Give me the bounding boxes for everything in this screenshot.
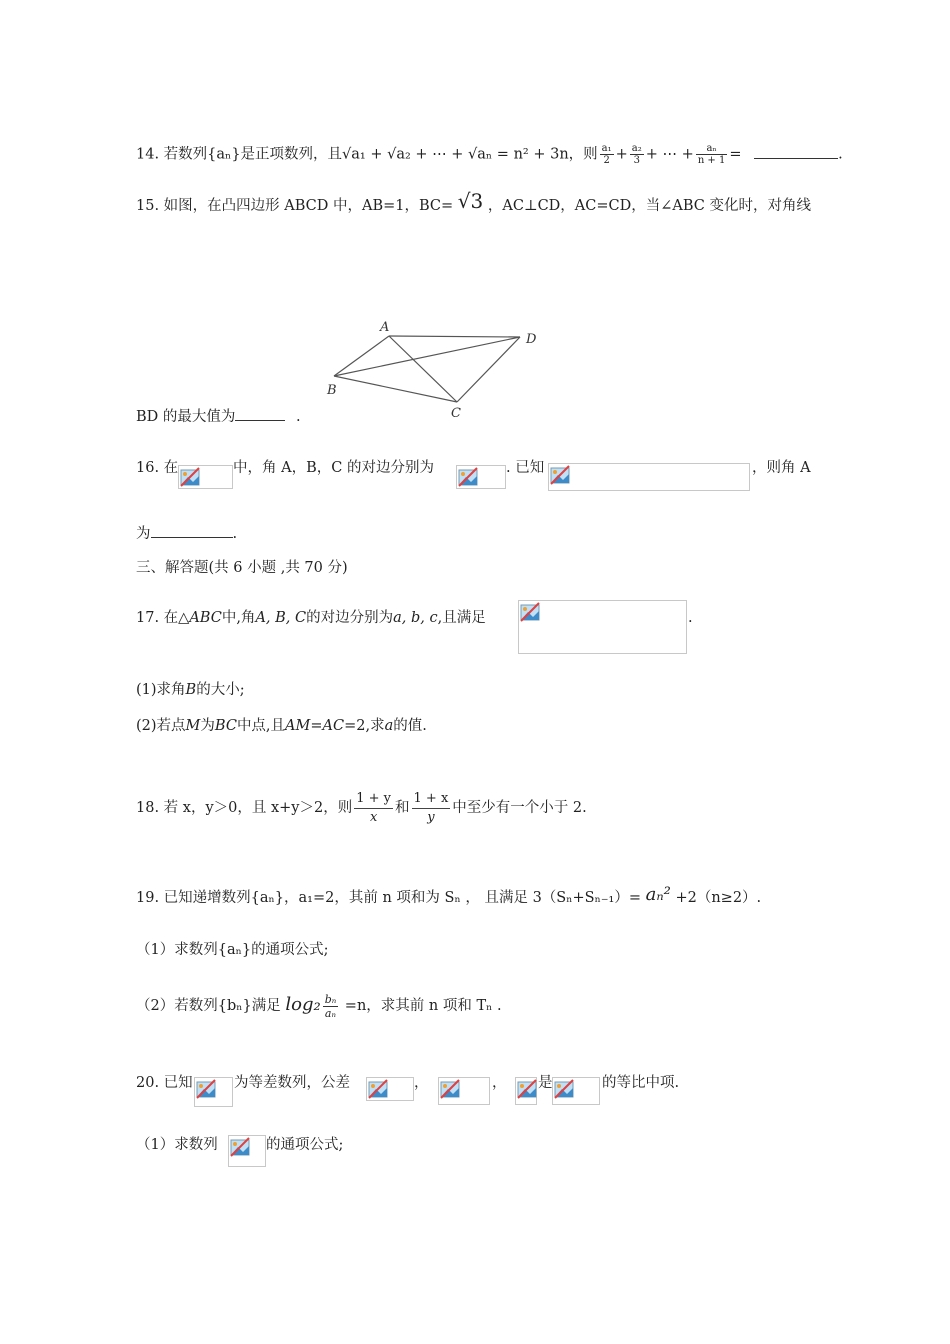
- broken-image-sides: [456, 465, 506, 489]
- broken-image-d: [366, 1077, 414, 1101]
- q14-prefix: 14. 若数列: [136, 146, 208, 163]
- broken-image-condition: [548, 463, 750, 491]
- q16-line-1c: . 已知: [506, 460, 545, 476]
- broken-image-icon: [230, 1137, 250, 1157]
- q14-answer-blank: [754, 144, 838, 159]
- q15-line-2: BD 的最大值为 .: [136, 406, 301, 427]
- broken-image-triangle: [178, 465, 233, 489]
- q14-set: {aₙ}: [207, 146, 241, 163]
- broken-image-icon: [368, 1079, 388, 1099]
- broken-image-icon: [517, 1079, 537, 1099]
- broken-image-icon: [550, 465, 570, 485]
- broken-image-icon: [196, 1079, 216, 1099]
- q14-line: 14. 若数列{aₙ}是正项数列，且√a₁ + √a₂ + ⋯ + √aₙ = n² + 3n，则 $\frac{\text{a₁}}{2}$ + $\frac{\text{a₂}}{3}$ + ⋯ + $\frac{\text{aₙ}}{n + 1}$ = .: [136, 143, 843, 166]
- quadrilateral-figure: [322, 316, 562, 426]
- q19-sub-2: （2）若数列{bₙ}满足 log₂ $\frac{\text{bₙ}}{\text{aₙ}}$ =n，求其前 n 项和 Tₙ .: [136, 992, 502, 1020]
- q14-mid: 是正项数列，且: [240, 146, 343, 163]
- broken-image-icon: [440, 1079, 460, 1099]
- section-3-heading: 三、解答题(共 6 小题 ,共 70 分): [136, 560, 348, 576]
- q20-sub-1b: 的通项公式;: [266, 1137, 344, 1153]
- q18-line: 18. 若 x，y＞0，且 x+y＞2，则 $\frac{1 + y}{x}$ 和 $\frac{1 + x}{y}$ 中至少有一个小于 2.: [136, 790, 587, 825]
- broken-image-an-2: [228, 1135, 266, 1167]
- broken-image-q17-condition: [518, 600, 687, 654]
- q14-equals: =: [729, 146, 742, 163]
- q14-sum-equation: √a₁ + √a₂ + ⋯ + √aₙ = n² + 3n，则: [342, 146, 598, 163]
- q14-fraction-1: $\frac{\text{a₁}}{2}$: [601, 143, 612, 166]
- q17-sub-2: (2)若点M为BC中点,且AM=AC=2,求a的值.: [136, 718, 427, 734]
- broken-image-an: [194, 1077, 233, 1107]
- q19-log-fraction: $\frac{\text{bₙ}}{\text{aₙ}}$: [324, 992, 337, 1020]
- figure-label-a: A: [380, 320, 390, 335]
- q16-line-2: 为 .: [136, 523, 237, 544]
- figure-label-c: C: [451, 406, 461, 421]
- broken-image-cond2: [438, 1077, 490, 1105]
- broken-image-icon: [520, 602, 540, 622]
- broken-image-icon: [180, 467, 200, 487]
- broken-image-icon: [458, 467, 478, 487]
- broken-image-term: [515, 1077, 537, 1105]
- q18-fraction-2: $\frac{1 + x}{y}$: [413, 790, 449, 825]
- q15-line-1: 15. 如图，在凸四边形 ABCD 中，AB=1，BC= √3 ，AC⊥CD，AC=CD，当∠ABC 变化时，对角线: [136, 189, 811, 214]
- q15-answer-blank: [235, 406, 285, 421]
- q19-line: 19. 已知递增数列{aₙ}，a₁=2，其前 n 项和为 Sₙ ， 且满足 3（Sₙ+Sₙ₋₁）= aₙ² +2（n≥2）.: [136, 884, 762, 906]
- q19-sub-1: （1）求数列{aₙ}的通项公式;: [136, 942, 329, 958]
- q14-fraction-3: $\frac{\text{aₙ}}{n + 1}$: [697, 143, 726, 166]
- q18-fraction-1: $\frac{1 + y}{x}$: [356, 790, 392, 825]
- broken-image-terms: [552, 1077, 600, 1105]
- q20-line-a: 20. 已知: [136, 1075, 193, 1091]
- q16-line-1: 16. 在: [136, 460, 179, 476]
- q16-line-1d: ，则角 A: [752, 460, 811, 476]
- q16-line-1b: 中，角 A，B，C 的对边分别为: [233, 460, 434, 476]
- figure-label-d: D: [526, 332, 537, 347]
- q20-sub-1a: （1）求数列: [136, 1137, 218, 1153]
- a-n-squared: aₙ²: [645, 884, 671, 905]
- q20-line-b: 为等差数列，公差: [234, 1075, 350, 1091]
- q14-dots: + ⋯ +: [645, 146, 694, 163]
- broken-image-icon: [554, 1079, 574, 1099]
- q17-line: 17. 在△ABC中,角A, B, C的对边分别为a, b, c,且满足: [136, 610, 486, 626]
- sqrt3: √3: [457, 189, 484, 213]
- figure-label-b: B: [327, 383, 337, 398]
- q16-answer-blank: [151, 523, 233, 538]
- q17-sub-1: (1)求角B的大小;: [136, 682, 245, 698]
- q14-fraction-2: $\frac{\text{a₂}}{3}$: [631, 143, 642, 166]
